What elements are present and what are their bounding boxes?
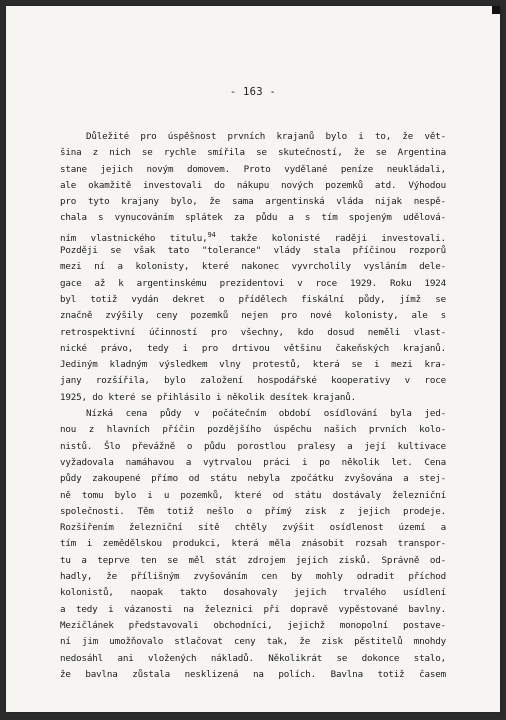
text-line: Nízká cena půdy v počátečním období osídlování byla jed- bbox=[86, 408, 446, 420]
text-line: společnosti. Těm totiž nešlo o přímý zisk z jejich prodeje. bbox=[60, 505, 446, 517]
footnote-mark: 94 bbox=[207, 230, 216, 239]
text-line: nistů. Šlo převážně o půdu porostlou pralesy a její kultivace bbox=[60, 440, 446, 452]
text-line: nické právo, tedy i pro drtivou většinu čakeňských krajanů. bbox=[60, 342, 446, 354]
text-line: vyžadovala namáhavou a vytrvalou práci i po několik let. Cena bbox=[60, 456, 446, 468]
text-line: ale okamžitě investovali do nákupu nových pozemků atd. Výhodou bbox=[60, 179, 446, 191]
text-line: půdy zakoupené přímo od státu nebyla zpočátku zvyšována a stej- bbox=[60, 473, 446, 485]
text-line: Jediným kladným výsledkem vlny protestů, která se i mezi kra- bbox=[60, 359, 446, 371]
paragraph-2 bbox=[60, 406, 446, 683]
text-line: že bavlna zůstala nesklizená na polích. Bavlna totiž časem bbox=[60, 668, 446, 680]
text-line: nou z hlavních příčin pozdějšího úspěchu našich prvních kolo- bbox=[60, 424, 446, 436]
page-number: - 163 - bbox=[229, 86, 277, 98]
text-line: značně zvýšily ceny pozemků nejen pro nové kolonisty, ale s bbox=[60, 310, 446, 322]
text-line: Později se však tato "tolerance" vlády stala příčinou rozporů bbox=[60, 245, 446, 257]
paragraph-1 bbox=[60, 129, 446, 406]
text-line: jany rozšířila, bylo založení hospodářské kooperativy v roce bbox=[60, 375, 446, 387]
text-line: tím i zemědělskou produkci, která měla znásobit rozsah transpor- bbox=[60, 538, 446, 550]
text-line: mezi ní a kolonisty, které nakonec vyvrcholily vysláním dele- bbox=[60, 261, 446, 273]
text-line: stane jejich novým domovem. Proto vydělané peníze neukládali, bbox=[60, 163, 446, 175]
text-line: hadly, že přílišným zvyšováním cen by mohly odradit příchod bbox=[60, 571, 446, 583]
document-page bbox=[6, 6, 500, 712]
text-line: nedosáhl ani vložených nákladů. Několikrát se dokonce stalo, bbox=[60, 652, 446, 664]
body-text bbox=[60, 129, 446, 683]
text-line: pro tyto krajany bylo, že sama argentinská vláda nijak nespě- bbox=[60, 196, 446, 208]
text-line: šina z nich se rychle smířila se skutečností, že se Argentina bbox=[60, 147, 446, 159]
text-line: kolonistů, naopak takto dosahovaly jejich trvalého usídlení bbox=[60, 587, 446, 599]
text-line: byl totiž vydán dekret o přídělech fiskální půdy, jímž se bbox=[60, 293, 446, 305]
text-line: chala s vynucováním splátek za půdu a s tím spojeným udělová- bbox=[60, 212, 446, 224]
text-line: retrospektivní účinností pro všechny, kdo dosud neměli vlast- bbox=[60, 326, 446, 338]
text-segment: ním vlastnického titulu, bbox=[60, 232, 208, 244]
text-line: ně tomu bylo i u pozemků, které od státu dostávaly železniční bbox=[60, 489, 446, 501]
text-line-with-footnote bbox=[60, 227, 446, 243]
text-line: Mezičlánek představovali obchodníci, jejichž monopolní postave- bbox=[60, 619, 446, 631]
text-line: tu a teprve ten se měl stát zdrojem jejich zisků. Správně od- bbox=[60, 554, 446, 566]
corner-mark bbox=[492, 6, 500, 14]
text-line: 1925, do které se přihlásilo i několik desítek krajanů. bbox=[60, 391, 356, 403]
text-segment: takže kolonisté raději investovali. bbox=[215, 232, 446, 244]
text-line: gace až k argentinskému prezidentovi v roce 1929. Roku 1924 bbox=[60, 277, 446, 289]
text-line: Rozšířením železniční sítě chtěly zvýšit osídlenost území a bbox=[60, 522, 446, 534]
text-line: Důležité pro úspěšnost prvních krajanů bylo i to, že vět- bbox=[86, 131, 446, 142]
text-line: ní jim umožňovalo stlačovat ceny tak, že zisk pěstitelů mnohdy bbox=[60, 636, 446, 648]
text-line: a tedy i vázanosti na železnici při dopravě vypěstované bavlny. bbox=[60, 603, 446, 615]
